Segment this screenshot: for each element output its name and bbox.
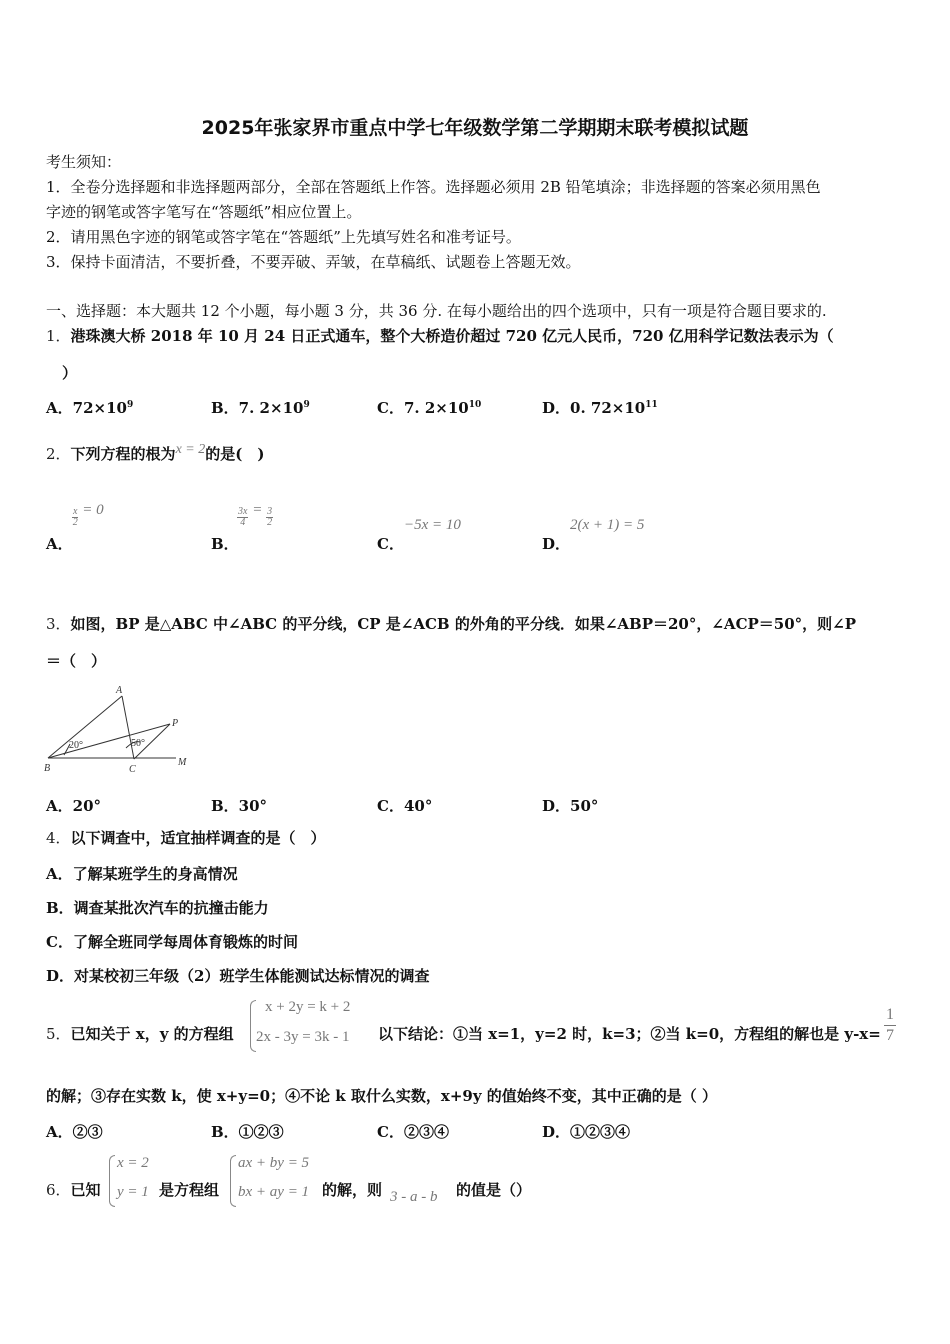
- q4-option-c: C．了解全班同学每周体育锻炼的时间: [46, 933, 298, 951]
- q3-option-b: B．30°: [211, 797, 268, 815]
- label-a: A: [116, 685, 123, 696]
- q2-option-b-formula: $\frac{3x}{4}$ = $\frac{3}{2}$: [238, 502, 273, 528]
- q2-option-c-formula: −5x = 10: [404, 517, 461, 533]
- q2-option-c-label: C．: [377, 535, 404, 553]
- q2-option-b-label: B．: [211, 535, 239, 553]
- question-6-mid: 是方程组: [159, 1181, 220, 1199]
- q6-solution-brace: [109, 1155, 115, 1207]
- q5-equation-2: 2x - 3y = 3k - 1: [256, 1029, 350, 1045]
- question-number: 3．: [46, 615, 71, 633]
- q4-option-b: B．调查某批次汽车的抗撞击能力: [46, 899, 269, 917]
- question-number: 1．: [46, 327, 71, 345]
- question-1-close: ）: [62, 364, 78, 382]
- q5-option-d: D．①②③④: [542, 1123, 631, 1141]
- question-text: 港珠澳大桥 2018 年 10 月 24 日正式通车，整个大桥造价超过 720 亿元人民币，720 亿用科学记数法表示为（: [70, 327, 834, 345]
- q6-equation-1: ax + by = 5: [238, 1155, 310, 1171]
- question-6-tail: 的值是（）: [456, 1181, 532, 1199]
- label-angle-50: 50°: [131, 738, 145, 749]
- question-5-line2: 的解；③存在实数 k，使 x+y=0；④不论 k 取什么实数，x+9y 的值始终不变，其中正确的是（ ）: [46, 1087, 718, 1105]
- label-m: M: [178, 757, 187, 768]
- question-5-conclusions: 以下结论：①当 x=1，y=2 时，k=3；②当 k=0，方程组的解也是 y-x=: [378, 1025, 881, 1043]
- notice-heading: 考生须知：: [46, 153, 122, 171]
- question-number: 6．: [46, 1181, 71, 1199]
- question-4: 4．以下调查中，适宜抽样调查的是（ ）: [46, 829, 326, 847]
- q2-option-d-formula: 2(x + 1) = 5: [570, 517, 645, 533]
- q2-option-a-label: A．: [46, 535, 73, 553]
- segment-ba: [48, 696, 122, 758]
- notice-line-2: 2．请用黑色字迹的钢笔或答字笔在“答题纸”上先填写姓名和准考证号。: [46, 228, 521, 246]
- q5-option-b: B．①②③: [211, 1123, 284, 1141]
- q6-solution-y: y = 1: [117, 1184, 149, 1200]
- q4-option-d: D．对某校初三年级（2）班学生体能测试达标情况的调查: [46, 967, 430, 985]
- segment-ac: [122, 696, 134, 759]
- q6-expression: 3 - a - b: [390, 1189, 438, 1205]
- root-formula: x = 2: [175, 442, 206, 457]
- question-3-line2: ＝（ ）: [46, 652, 107, 670]
- segment-bp: [48, 724, 170, 758]
- notice-line-1b: 字迹的钢笔或答字笔写在“答题纸”相应位置上。: [46, 203, 362, 221]
- q1-option-b: B．7. $2\times 10^9$: [211, 399, 310, 417]
- q3-option-d: D．50°: [542, 797, 599, 815]
- question-number: 5．: [46, 1025, 71, 1043]
- q1-option-c: C．7. $2\times 10^{10}$: [377, 399, 482, 417]
- q6-solution-x: x = 2: [117, 1155, 149, 1171]
- notice-line-1a: 1．全卷分选择题和非选择题两部分，全部在答题纸上作答。选择题必须用 2B 铅笔填涂；非选择题的答案必须用黑色: [46, 178, 821, 196]
- q5-option-c: C．②③④: [377, 1123, 449, 1141]
- q5-option-a: A．②③: [46, 1123, 103, 1141]
- q4-option-a: A．了解某班学生的身高情况: [46, 865, 238, 883]
- triangle-figure: [40, 682, 200, 778]
- question-2: 2．下列方程的根为x = 2的是( ): [46, 442, 265, 463]
- q3-option-a: A．20°: [46, 797, 102, 815]
- q1-option-d: D．0. $72\times 10^{11}$: [542, 399, 658, 417]
- question-1: [46, 326, 834, 346]
- q3-option-c: C．40°: [377, 797, 433, 815]
- q6-system-brace: [230, 1155, 236, 1207]
- label-p: P: [172, 718, 179, 729]
- label-angle-20: 20°: [69, 740, 83, 751]
- q1-option-a: A．$72\times 10^9$: [46, 399, 134, 417]
- q5-equation-1: x + 2y = k + 2: [265, 999, 351, 1015]
- notice-line-3: 3．保持卡面清洁，不要折叠，不要弄破、弄皱，在草稿纸、试题卷上答题无效。: [46, 253, 581, 271]
- label-c: C: [129, 764, 136, 775]
- question-6-post: 的解，则: [322, 1181, 383, 1199]
- question-number: 2．: [46, 445, 71, 463]
- q6-equation-2: bx + ay = 1: [238, 1184, 310, 1200]
- q5-fraction: 1 7: [886, 1006, 894, 1044]
- question-3: 3．如图，BP 是△ABC 中∠ABC 的平分线，CP 是∠ACB 的外角的平分线．如果∠ABP＝20°，∠ACP＝50°，则∠P: [46, 615, 857, 633]
- question-6-pre: 6．已知: [46, 1181, 101, 1199]
- page-title: 2025年张家界市重点中学七年级数学第二学期期末联考模拟试题: [201, 117, 749, 139]
- q2-option-d-label: D．: [542, 535, 571, 553]
- question-number: 4．: [46, 829, 71, 847]
- label-b: B: [44, 763, 51, 774]
- section-heading: 一、选择题：本大题共 12 个小题，每小题 3 分，共 36 分. 在每小题给出的四个选项中，只有一项是符合题目要求的.: [46, 302, 827, 320]
- q2-option-a-formula: $\frac{x}{2}$ = 0: [72, 502, 104, 528]
- question-5-pre: 5．已知关于 x，y 的方程组: [46, 1025, 234, 1043]
